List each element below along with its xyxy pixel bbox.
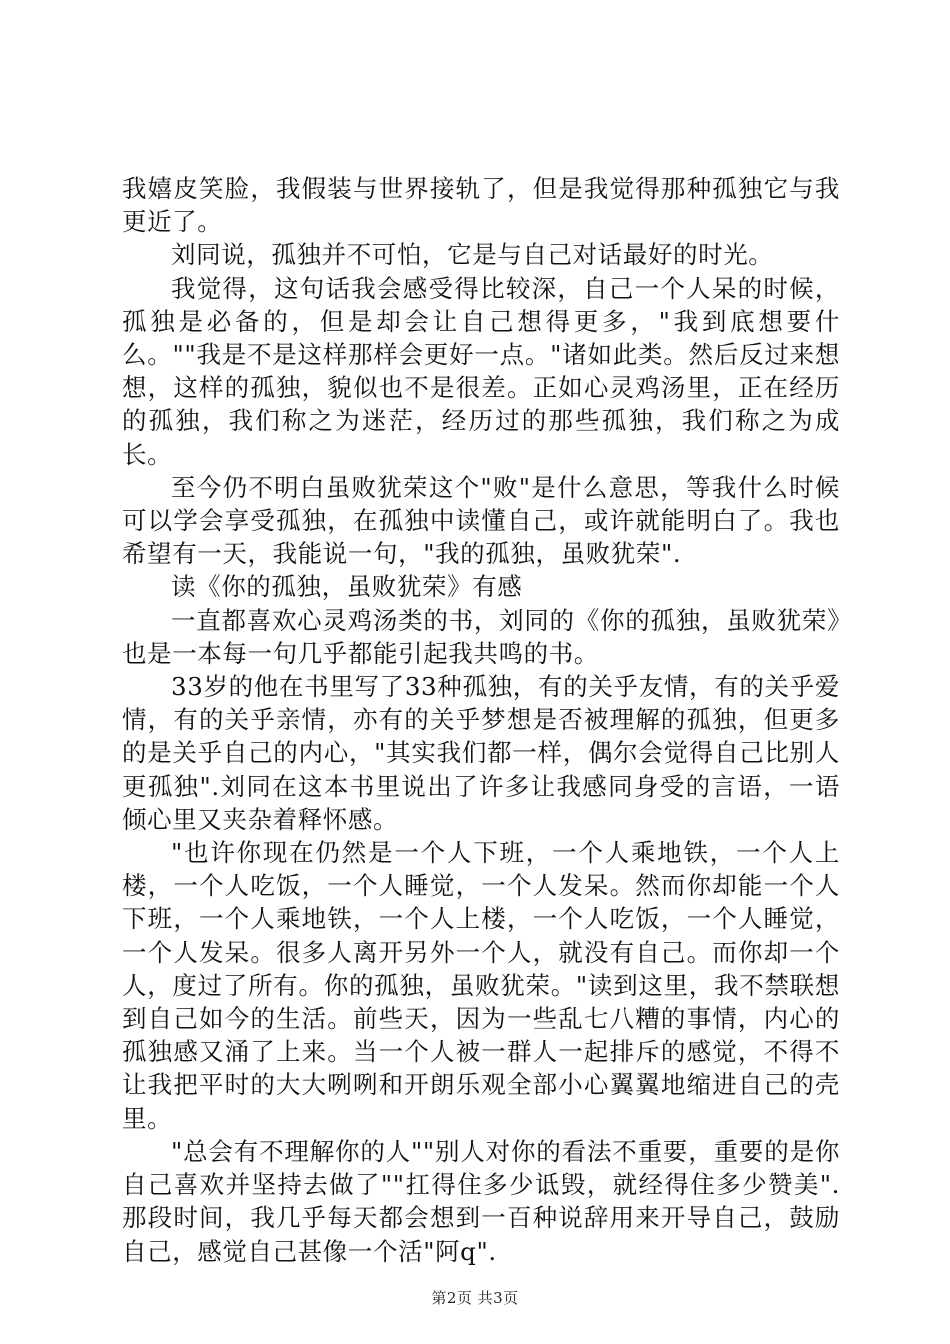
paragraph: 33岁的他在书里写了33种孤独，有的关乎友情，有的关乎爱情，有的关乎亲情，亦有的关乎梦想是否被理解的孤独，但更多的是关乎自己的内心，"其实我们都一样，偶尔会觉得自己比别人更孤独".刘同在这本书里说出了许多让我感同身受的言语，一语倾心里又夹杂着释怀感。 <box>122 672 840 834</box>
paragraph: 刘同说，孤独并不可怕，它是与自己对话最好的时光。 <box>171 240 774 270</box>
document-body <box>122 172 840 1268</box>
paragraph: 一直都喜欢心灵鸡汤类的书，刘同的《你的孤独，虽败犹荣》也是一本每一句几乎都能引起我共鸣的书。 <box>122 605 840 668</box>
section-heading: 读《你的孤独，虽败犹荣》有感 <box>171 572 523 602</box>
paragraph: 至今仍不明白虽败犹荣这个"败"是什么意思，等我什么时候可以学会享受孤独，在孤独中读懂自己，或许就能明白了。我也希望有一天，我能说一句，"我的孤独，虽败犹荣". <box>122 472 840 569</box>
paragraph: "也许你现在仍然是一个人下班，一个人乘地铁，一个人上楼，一个人吃饭，一个人睡觉，一个人发呆。然而你却能一个人下班，一个人乘地铁，一个人上楼，一个人吃饭，一个人睡觉，一个人发呆。很多人离开另外一个人，就没有自己。而你却一个人，度过了所有。你的孤独，虽败犹荣。"读到这里，我不禁联想到自己如今的生活。前些天，因为一些乱七八糟的事情，内心的孤独感又涌了上来。当一个人被一群人一起排斥的感觉，不得不让我把平时的大大咧咧和开朗乐观全部小心翼翼地缩进自己的壳里。 <box>122 838 840 1133</box>
paragraph: "总会有不理解你的人""别人对你的看法不重要，重要的是你自己喜欢并坚持去做了""扛得住多少诋毁，就经得住多少赞美".那段时间，我几乎每天都会想到一百种说辞用来开导自己，鼓励自己，感觉自己甚像一个活"阿q". <box>122 1136 840 1266</box>
page-number-footer: 第2页 共3页 <box>431 1289 519 1307</box>
paragraph: 我觉得，这句话我会感受得比较深，自己一个人呆的时候，孤独是必备的，但是却会让自己想得更多，"我到底想要什么。""我是不是这样那样会更好一点。"诸如此类。然后反过来想想，这样的孤独，貌似也不是很差。正如心灵鸡汤里，正在经历的孤独，我们称之为迷茫，经历过的那些孤独，我们称之为成长。 <box>122 273 840 469</box>
paragraph: 我嬉皮笑脸，我假装与世界接轨了，但是我觉得那种孤独它与我更近了。 <box>122 174 840 237</box>
